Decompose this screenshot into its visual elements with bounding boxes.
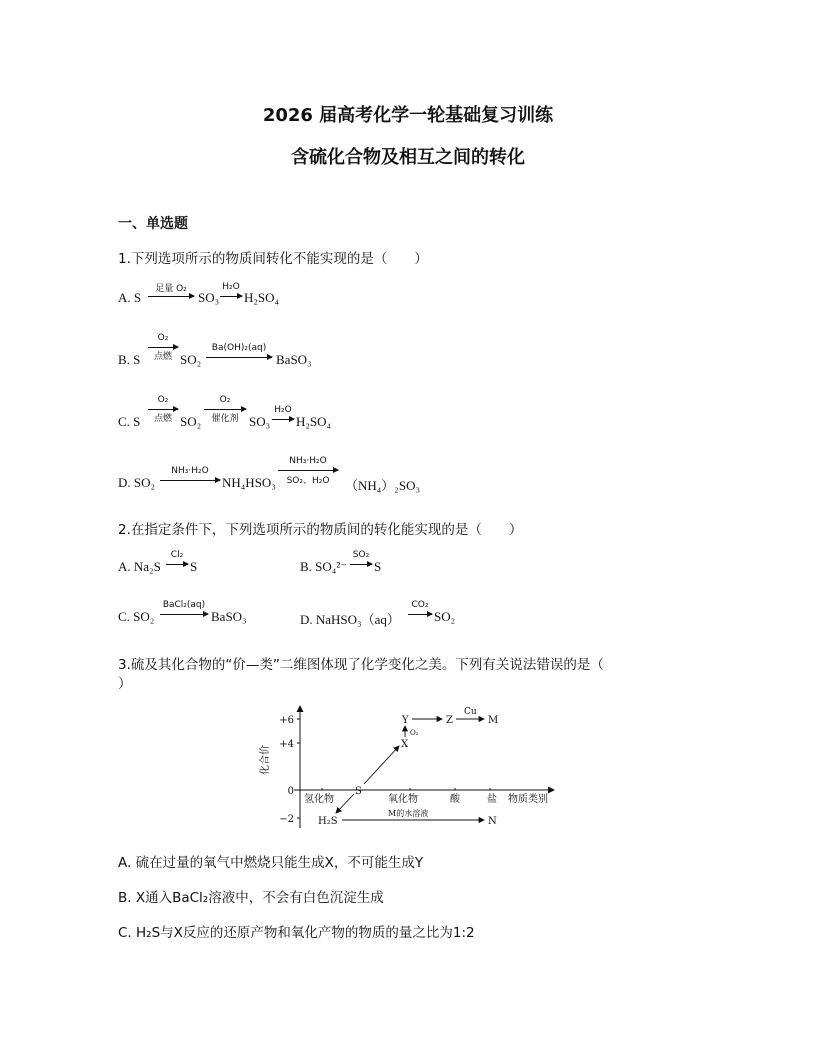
arrow-s-to-h2s bbox=[336, 794, 354, 813]
q2b-label: B. SO₄²⁻ bbox=[300, 559, 348, 574]
q1c-arrow3-label: H₂O bbox=[274, 405, 292, 415]
q1c-arrow2-bottom: 催化剂 bbox=[211, 414, 239, 424]
valence-class-diagram bbox=[250, 700, 570, 834]
q1b-arrow2-label: Ba(OH)₂(aq) bbox=[211, 343, 267, 353]
q2d-arrow bbox=[408, 614, 432, 615]
q1d-arrow2-bottom: SO₂、H₂O bbox=[286, 476, 330, 486]
ytick-plus4: +4 bbox=[279, 739, 294, 750]
q1b-arrow1-bottom: 点燃 bbox=[153, 352, 172, 362]
q1c-arrow1-bottom: 点燃 bbox=[153, 414, 172, 424]
q3-option-b: B. X通入BaCl₂溶液中，不会有白色沉淀生成 bbox=[118, 890, 384, 906]
q2a-product: S bbox=[190, 559, 198, 574]
q1a-arrow2 bbox=[220, 296, 242, 297]
node-m: M bbox=[488, 715, 499, 726]
q1a-arrow1 bbox=[148, 296, 194, 297]
arrow-s-to-x bbox=[364, 746, 399, 784]
node-s: S bbox=[355, 786, 362, 797]
q1c-label: C. S bbox=[118, 414, 141, 429]
q1d-label: D. SO₂ bbox=[118, 475, 156, 490]
q3-stem-line1: 3.硫及其化合物的“价—类”二维图体现了化学变化之美。下列有关说法错误的是（ bbox=[118, 657, 604, 673]
q1b-product1: SO₂ bbox=[180, 352, 202, 367]
q1c-arrow2-top: O₂ bbox=[219, 395, 231, 405]
q2b-arrow bbox=[350, 564, 372, 565]
q1c-product3: H₂SO₄ bbox=[296, 414, 332, 429]
q2a-arrow bbox=[166, 564, 188, 565]
q2c-label: C. SO₂ bbox=[118, 609, 155, 624]
x-axis-label: 物质类别 bbox=[508, 794, 548, 805]
q1b-product2: BaSO₃ bbox=[276, 352, 312, 367]
xcat-acid: 酸 bbox=[450, 794, 460, 805]
xcat-salt: 盐 bbox=[487, 794, 497, 805]
y-axis-label: 化合价 bbox=[260, 745, 271, 775]
label-o2: O₂ bbox=[410, 729, 419, 737]
q1b-arrow1-top: O₂ bbox=[157, 333, 169, 343]
q1-stem: 1.下列选项所示的物质间转化不能实现的是（ ） bbox=[118, 251, 428, 267]
doc-subtitle: 含硫化合物及相互之间的转化 bbox=[291, 147, 525, 168]
doc-title: 2026 届高考化学一轮基础复习训练 bbox=[262, 105, 554, 126]
q3-stem-line2: ） bbox=[118, 676, 132, 692]
node-x: X bbox=[401, 739, 409, 750]
xcat-hydride: 氢化物 bbox=[304, 794, 334, 805]
q1b-arrow2 bbox=[206, 357, 272, 358]
q1d-arrow2-top: NH₃·H₂O bbox=[289, 456, 327, 466]
q1d-product1: NH₄HSO₃ bbox=[222, 475, 276, 490]
q2d-arrow-label: CO₂ bbox=[411, 600, 429, 610]
q2c-arrow bbox=[160, 614, 208, 615]
q1c-arrow2 bbox=[204, 409, 246, 410]
node-y: Y bbox=[402, 715, 409, 726]
q1c-product1: SO₂ bbox=[180, 414, 202, 429]
label-cu: Cu bbox=[464, 707, 477, 717]
q1b-arrow1 bbox=[148, 347, 178, 348]
q1a-product1: SO₃ bbox=[198, 290, 220, 305]
q1c-arrow3 bbox=[272, 419, 294, 420]
label-m-aq: M的水溶液 bbox=[388, 809, 429, 818]
q1b-label: B. S bbox=[118, 352, 141, 367]
q1c-arrow1 bbox=[148, 409, 178, 410]
xcat-oxide: 氧化物 bbox=[388, 794, 418, 805]
q1d-arrow1 bbox=[160, 480, 220, 481]
q1a-arrow1-label: 足量 O₂ bbox=[155, 284, 187, 294]
q2-stem: 2.在指定条件下，下列选项所示的物质间的转化能实现的是（ ） bbox=[118, 522, 523, 538]
q1c-product2: SO₃ bbox=[249, 414, 271, 429]
q1d-product2: （NH₄）₂SO₃ bbox=[345, 478, 420, 493]
q1d-arrow1-label: NH₃·H₂O bbox=[171, 466, 209, 476]
q2b-product: S bbox=[374, 559, 382, 574]
ytick-minus2: −2 bbox=[279, 814, 294, 825]
ytick-0: 0 bbox=[287, 786, 294, 797]
q1a-arrow2-label: H₂O bbox=[222, 282, 240, 292]
q1a-product2: H₂SO₄ bbox=[244, 290, 280, 305]
q1d-arrow2 bbox=[278, 470, 338, 471]
ytick-plus6: +6 bbox=[279, 715, 294, 726]
q2d-label: D. NaHSO₃（aq） bbox=[300, 612, 400, 627]
q2c-product: BaSO₃ bbox=[211, 609, 247, 624]
q2a-label: A. Na₂S bbox=[118, 559, 161, 574]
q2b-arrow-label: SO₂ bbox=[352, 550, 370, 560]
q2c-arrow-label: BaCl₂(aq) bbox=[162, 600, 206, 610]
node-n: N bbox=[488, 816, 497, 827]
node-h2s: H₂S bbox=[318, 816, 338, 827]
node-z: Z bbox=[446, 715, 453, 726]
q2d-product: SO₂ bbox=[434, 609, 456, 624]
q2a-arrow-label: Cl₂ bbox=[170, 550, 184, 560]
q1a-label: A. S bbox=[118, 290, 142, 305]
q3-option-a: A. 硫在过量的氧气中燃烧只能生成X，不可能生成Y bbox=[118, 855, 424, 871]
q1c-arrow1-top: O₂ bbox=[157, 395, 169, 405]
q3-option-c: C. H₂S与X反应的还原产物和氧化产物的物质的量之比为1:2 bbox=[118, 925, 475, 941]
section-heading: 一、单选题 bbox=[118, 216, 188, 232]
